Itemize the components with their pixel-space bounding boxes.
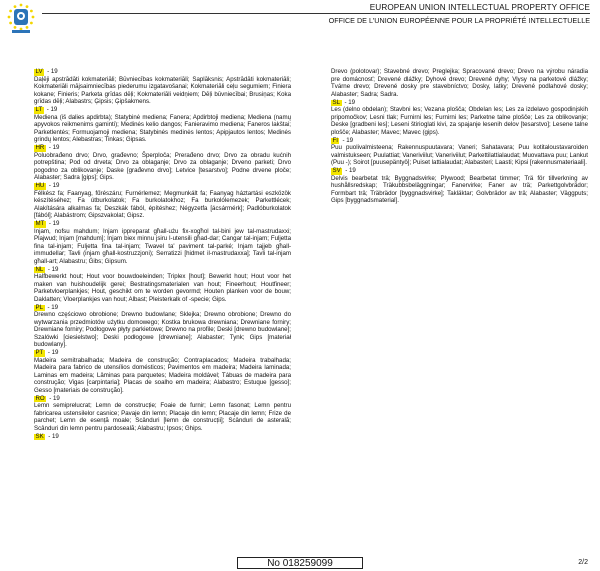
language-entry <box>34 304 291 349</box>
goods-description: Injam, nofsu mahdum; Injam ippreparat għall-użu fix-xogħol tal-bini jew tal-mastrudaxxi; Plajwud; Injam [mahdum]; Injam biex minnu jsiru l-utensili għad-dar; Cangar tal-injam; Fuljetta fina tal-injam; Fuljetta fina tal-injam; Twavel ta' paviment tal-parké; Injam tajjeb għall-immudellar; Tavli (injam għall-kostruzzjoni); Serratizzi [hidmet il-mastrudaxxa]; Tavli tal-injam għall-art; Alabastru; Ġibs; Gipsum. <box>34 227 291 265</box>
language-entry <box>331 68 588 98</box>
entry-heading <box>34 433 291 441</box>
left-column <box>34 68 291 441</box>
language-entry <box>34 106 291 144</box>
entry-heading <box>34 395 291 403</box>
nice-class: - 19 <box>47 349 59 356</box>
language-entry <box>331 137 588 167</box>
nice-class: - 19 <box>342 136 354 144</box>
right-column <box>331 68 588 205</box>
language-entry <box>34 68 291 106</box>
entry-heading <box>34 68 291 76</box>
entry-heading <box>34 144 291 152</box>
nice-class: - 19 <box>48 220 60 227</box>
entry-heading <box>34 266 291 274</box>
entry-heading <box>331 99 588 107</box>
language-entry <box>34 266 291 304</box>
office-name-en: EUROPEAN UNION INTELLECTUAL PROPERTY OFFICE <box>369 3 590 12</box>
goods-description: Madeira semitrabalhada; Madeira de construção; Contraplacados; Madeira trabalhada; Madeira para fabrico de utensílios domésticos; Pavimentos em madeira; Madeira laminada; Laminas em madeira; Lâminas para parquetes; Madeira moldável; Tábuas de madeira para construção; Vigas [carpintaria]; Placas de soalho em madeira; Alabastro; Estuque [gesso]; Gesso [materiais de construção]. <box>34 356 291 394</box>
language-code: SL <box>332 98 341 106</box>
language-entry <box>34 182 291 220</box>
nice-class: - 19 <box>47 68 58 75</box>
goods-description: Mediena (iš dalies apdirbta); Statybinė mediena; Fanera; Apdirbtoji mediena; Mediena (namų apyvokos reikmenims gaminti); Medinės kelio dangos; Fanieravimo mediena; Faneros lakštai; Parketlentės; Formuojamoji mediena; Statybinės medinės lentos; Apipjautos lentos; Medinės grindų lentos; Alebastras; Tinkas; Gipsas. <box>34 113 291 143</box>
goods-description: Puu puolivalmisteena; Rakennuspuutavara; Vaneri; Sahatavara; Puu kotitaloustavaroiden valmistukseen; Puulattiat; Vaneriviilut; Vaneriviilut; Parkettilattialaudat; Muovattava puu; Lankut (Puu -); Soirot [puusepäntyö]; Puiset lattialaudat; Alabasteri; Laasti; Kipsi [rakennusmateriaali]. <box>331 144 588 166</box>
language-code: HU <box>35 182 45 189</box>
language-entry <box>34 349 291 394</box>
goods-description: Lemn semiprelucrat; Lemn de construcție; Foaie de furnir; Lemn fasonat; Lemn pentru fabricarea ustensilelor casnice; Pavaje din lemn; Placaje din lemn; Placaje din lemn; Frize de parchet; Lemn de esență moale; Scânduri [lemn de construcții]; Scânduri de asterală; Scânduri din lemn pentru pardoseală; Alabastru; Ipsos; Ghips. <box>34 402 291 432</box>
language-code: LV <box>35 68 43 75</box>
language-code: HR <box>35 144 45 151</box>
goods-description: Drewno częściowo obrobione; Drewno budowlane; Sklejka; Drewno obrobione; Drewno do wytwarzania przedmiotów użytku domowego; Kostka brukowa drewniana; Drewniane forniry; Drewniane forniry; Podłogowe płyty parkietowe; Drewno na profile; Deski [drewno budowlane]; Szalówki [ciesielstwo]; Deski podłogowe [drewniane]; Alabaster; Tynk; Gips [materiał budowlany]. <box>34 311 291 348</box>
language-entry <box>331 99 588 137</box>
goods-description: Félkész fa; Faanyag, fűrészáru; Furnérlemez; Megmunkált fa; Faanyag háztartási eszközök készítéséhez; Fa útburkolatok; Fa burkolatokhoz; Fa burkolólemezek; Parkettlécek; Alakítására alkalmas fa; Deszkák fából, építéshez; Négyzetfa [ácsármérk]; Padlóburkolatok [fából]; Alabástrom; Gipszvakolat; Gipsz. <box>34 189 291 219</box>
euipo-logo-icon <box>4 2 38 34</box>
language-entry <box>34 433 291 441</box>
goods-description: Drevo (polotovar); Stavebné drevo; Preglejka; Spracované drevo; Drevo na výrobu náradia pre domácnosť; Drevené dlážky; Dyhové drevo; Drevené dyhy; Vlysy na parketové dlážky; Tvárne drevo; Drevené dosky pre stavebníctvo; Dosky, latky; Drevené podlahové dosky; Alabaster; Sadra; Sadra. <box>331 68 588 98</box>
language-code: LT <box>35 106 43 113</box>
entry-heading <box>331 137 588 145</box>
nice-class: - 19 <box>48 182 60 189</box>
nice-class: - 19 <box>47 265 59 273</box>
entry-heading <box>34 349 291 357</box>
language-code: PT <box>35 349 44 356</box>
nice-class: - 19 <box>48 432 59 440</box>
nice-class: - 19 <box>345 167 356 174</box>
language-entry <box>34 220 291 265</box>
language-entry <box>34 395 291 433</box>
entry-heading <box>34 304 291 312</box>
page-number: 2/2 <box>578 559 588 566</box>
goods-description: Daļēji apstrādāti kokmateriāli; Būvniecības kokmateriāli; Saplāksnis; Apstrādāti kokmateriāli; Kokmateriāli mājsaimniecības piederumu izgatavošanai; Kokmateriāli ceļu segumiem; Finiera kokane; Finieris; Parketa grīdas dēļi; Kokmateriāli veidņiem; Dēļi būvniecībai; Brusiņas; Koka grīdas dēļi; Alabastrs; Ģipsis; Ģipšakmens. <box>34 75 291 105</box>
goods-description: Les (delno obdelan); Stavbni les; Vezana plošča; Obdelan les; Les za izdelavo gospodinjskih pripomočkov; Lesni tlak; Furnirni les; Furnirni les; Parketne talne plošče; Les za oblikovanje; Deske [gradbeni les]; Leseni štirioglati kivi, za spajanje lesenih delov [tesarstvo]; Lesene talne plošče; Alabaster; Mavec; Mavec (gips). <box>331 106 588 136</box>
office-name-fr: OFFICE DE L'UNION EUROPÉENNE POUR LA PROPRIÉTÉ INTELLECTUELLE <box>328 16 590 25</box>
language-entry <box>331 167 588 205</box>
language-code: PL <box>35 303 44 311</box>
nice-class: - 19 <box>49 394 60 402</box>
language-code: FI <box>332 136 338 144</box>
goods-description: Poluobrađeno drvo; Drvo, građevno; Šperploča; Prerađeno drvo; Drvo za obradu kućnih potrepština; Pod od drveta; Drvo za oblaganje; Drvo za oblaganje; Drveno parketi; Drvo pogodno za oblikovanje; Daske [građevno drvo]; Letvice [tesarstvo]; Podne drvene ploče; Alabaster; Sadra [gips]; Gips. <box>34 151 291 181</box>
language-code: SV <box>332 167 341 174</box>
entry-heading <box>34 220 291 228</box>
goods-description: Delvis bearbetat trä; Byggnadsvirke; Plywood; Bearbetat timmer; Trä för tillverkning av hushållsredskap; Träkubbsbeläggningar; Fanervirke; Faner av trä; Parkettgolvbrädor; Formbart trä; Träbrädor [byggnadsvirke]; Takläktar; Golvbrädor av trä; Alabaster; Väggputs; Gips [byggnadsmaterial]. <box>331 174 588 204</box>
nice-class: - 19 <box>48 144 60 151</box>
language-code: NL <box>35 265 44 273</box>
header-rule <box>42 13 590 14</box>
nice-class: - 19 <box>47 303 59 311</box>
page-header <box>0 0 600 36</box>
entry-heading <box>34 106 291 114</box>
language-code: MT <box>35 220 45 227</box>
goods-description: Halfbewerkt hout; Hout voor bouwdoeleinden; Triplex [hout]; Bewerkt hout; Hout voor het maken van huishoudelijk gerei; Bestratingsmaterialen van hout; Fineerhout; Houtfineer; Parketvloerplankjes; Hout, geschikt om te worden gevormd; Houten planken voor de bouw; Daklatten; Vloerplankjes van hout; Albast; Pleisterkalk of -specie; Gips. <box>34 273 291 303</box>
nice-class: - 19 <box>344 98 356 106</box>
nice-class: - 19 <box>46 106 58 113</box>
language-code: SK <box>35 432 44 440</box>
language-code: RO <box>35 394 45 402</box>
language-entry <box>34 144 291 182</box>
entry-heading <box>331 167 588 175</box>
entry-heading <box>34 182 291 190</box>
registration-number: No 018259099 <box>237 557 363 569</box>
